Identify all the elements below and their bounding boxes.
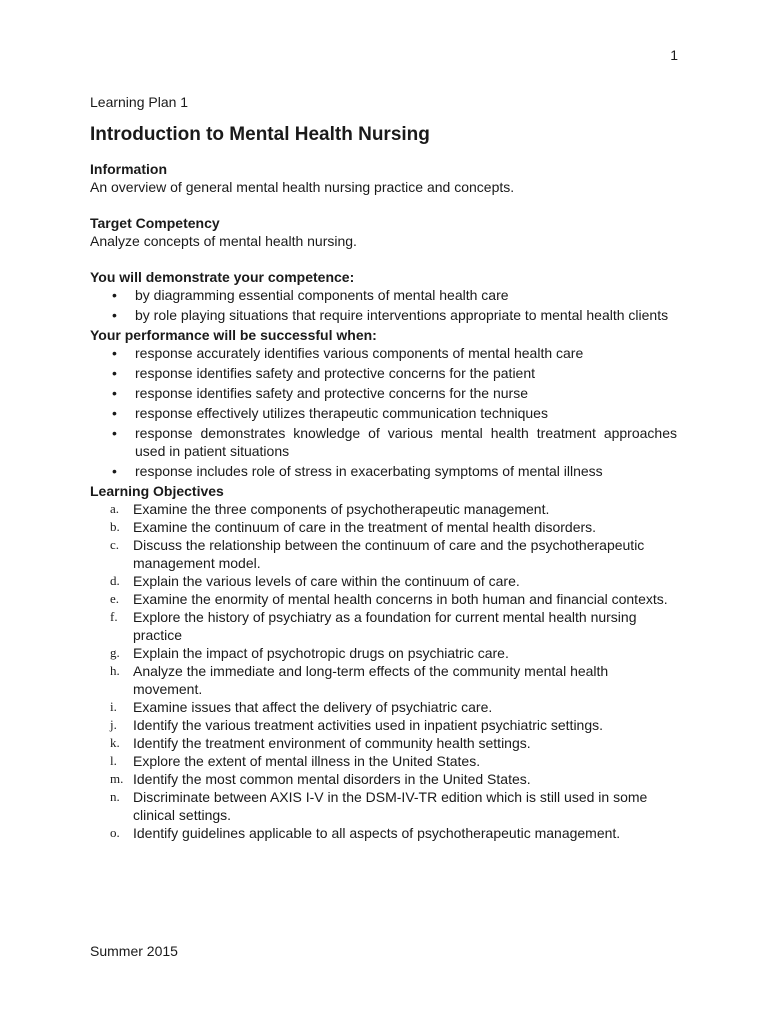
page-title: Introduction to Mental Health Nursing (90, 124, 430, 145)
bullet-icon: • (112, 365, 117, 381)
bullet-icon: • (112, 287, 117, 303)
list-item (90, 364, 677, 382)
list-item (90, 770, 677, 788)
list-marker: e. (110, 591, 120, 606)
bullet-icon: • (112, 345, 117, 361)
list-marker: c. (110, 537, 120, 552)
demonstrate-heading: You will demonstrate your competence: (90, 269, 355, 285)
list-marker: n. (110, 789, 120, 804)
list-item-text: Identify the treatment environment of community health settings. (133, 735, 531, 751)
target-competency-text: Analyze concepts of mental health nursing. (90, 233, 357, 249)
list-item-text: Explore the history of psychiatry as a foundation for current mental health nursing practice (133, 609, 637, 643)
list-marker: i. (110, 699, 117, 714)
list-item-text: Explain the various levels of care within the continuum of care. (133, 573, 520, 589)
bullet-icon: • (112, 307, 117, 323)
list-marker: o. (110, 825, 120, 840)
list-item (90, 644, 677, 662)
list-marker: l. (110, 753, 117, 768)
list-item (90, 344, 677, 362)
information-heading: Information (90, 161, 167, 177)
list-marker: d. (110, 573, 120, 588)
list-item-text: Explain the impact of psychotropic drugs on psychiatric care. (133, 645, 509, 661)
target-competency-heading: Target Competency (90, 215, 220, 231)
list-item-text: Examine issues that affect the delivery of psychiatric care. (133, 699, 493, 715)
performance-section (90, 326, 677, 480)
list-item-text: response includes role of stress in exacerbating symptoms of mental illness (135, 463, 603, 479)
list-item-text: Identify the various treatment activities used in inpatient psychiatric settings. (133, 717, 604, 733)
list-item (90, 572, 677, 590)
bullet-icon: • (112, 385, 117, 401)
list-item-text: Examine the continuum of care in the treatment of mental health disorders. (133, 519, 597, 535)
objectives-list (90, 500, 677, 842)
list-marker: m. (110, 771, 124, 786)
list-item (90, 384, 677, 402)
list-item (90, 824, 677, 842)
page-number: 1 (670, 47, 678, 63)
list-item (90, 404, 677, 422)
list-item (90, 608, 677, 644)
document-body (90, 93, 677, 842)
list-item-text: Discuss the relationship between the continuum of care and the psychotherapeutic management model. (133, 537, 645, 571)
list-item (90, 424, 677, 460)
list-item (90, 500, 677, 518)
target-competency-section (90, 214, 677, 250)
list-item (90, 306, 677, 324)
document-label: Learning Plan 1 (90, 94, 189, 110)
list-item (90, 788, 677, 824)
list-marker: g. (110, 645, 120, 660)
list-item-text: by role playing situations that require interventions appropriate to mental health clients (135, 307, 669, 323)
performance-heading: Your performance will be successful when: (90, 327, 377, 343)
list-item (90, 662, 677, 698)
performance-list (90, 344, 677, 480)
list-item (90, 716, 677, 734)
objectives-heading: Learning Objectives (90, 483, 224, 499)
list-item-text: Identify guidelines applicable to all aspects of psychotherapeutic management. (133, 825, 621, 841)
list-item-text: Examine the enormity of mental health concerns in both human and financial contexts. (133, 591, 668, 607)
information-text: An overview of general mental health nursing practice and concepts. (90, 179, 515, 195)
list-item-text: Examine the three components of psychotherapeutic management. (133, 501, 550, 517)
list-item (90, 536, 677, 572)
list-item-text: Explore the extent of mental illness in the United States. (133, 753, 481, 769)
demonstrate-section (90, 268, 677, 324)
list-item-text: response identifies safety and protective concerns for the nurse (135, 385, 528, 401)
bullet-icon: • (112, 463, 117, 479)
list-item-text: Discriminate between AXIS I-V in the DSM-IV-TR edition which is still used in some clinical settings. (133, 789, 648, 823)
objectives-section (90, 482, 677, 842)
page-footer: Summer 2015 (90, 943, 178, 959)
bullet-icon: • (112, 425, 117, 441)
list-item (90, 734, 677, 752)
list-item-text: response demonstrates knowledge of various mental health treatment approaches used in patient situations (135, 425, 677, 459)
list-item (90, 590, 677, 608)
list-item (90, 286, 677, 304)
list-item-text: response accurately identifies various components of mental health care (135, 345, 584, 361)
list-item (90, 518, 677, 536)
demonstrate-list (90, 286, 677, 324)
list-marker: h. (110, 663, 120, 678)
list-item (90, 698, 677, 716)
list-item (90, 462, 677, 480)
list-item-text: Analyze the immediate and long-term effects of the community mental health movement. (133, 663, 609, 697)
list-item-text: by diagramming essential components of mental health care (135, 287, 509, 303)
list-item-text: response effectively utilizes therapeutic communication techniques (135, 405, 548, 421)
bullet-icon: • (112, 405, 117, 421)
information-section (90, 160, 677, 196)
list-marker: a. (110, 501, 120, 516)
list-item (90, 752, 677, 770)
list-marker: j. (110, 717, 117, 732)
list-item-text: Identify the most common mental disorders in the United States. (133, 771, 531, 787)
list-marker: f. (110, 609, 118, 624)
list-marker: k. (110, 735, 120, 750)
list-marker: b. (110, 519, 120, 534)
list-item-text: response identifies safety and protective concerns for the patient (135, 365, 536, 381)
